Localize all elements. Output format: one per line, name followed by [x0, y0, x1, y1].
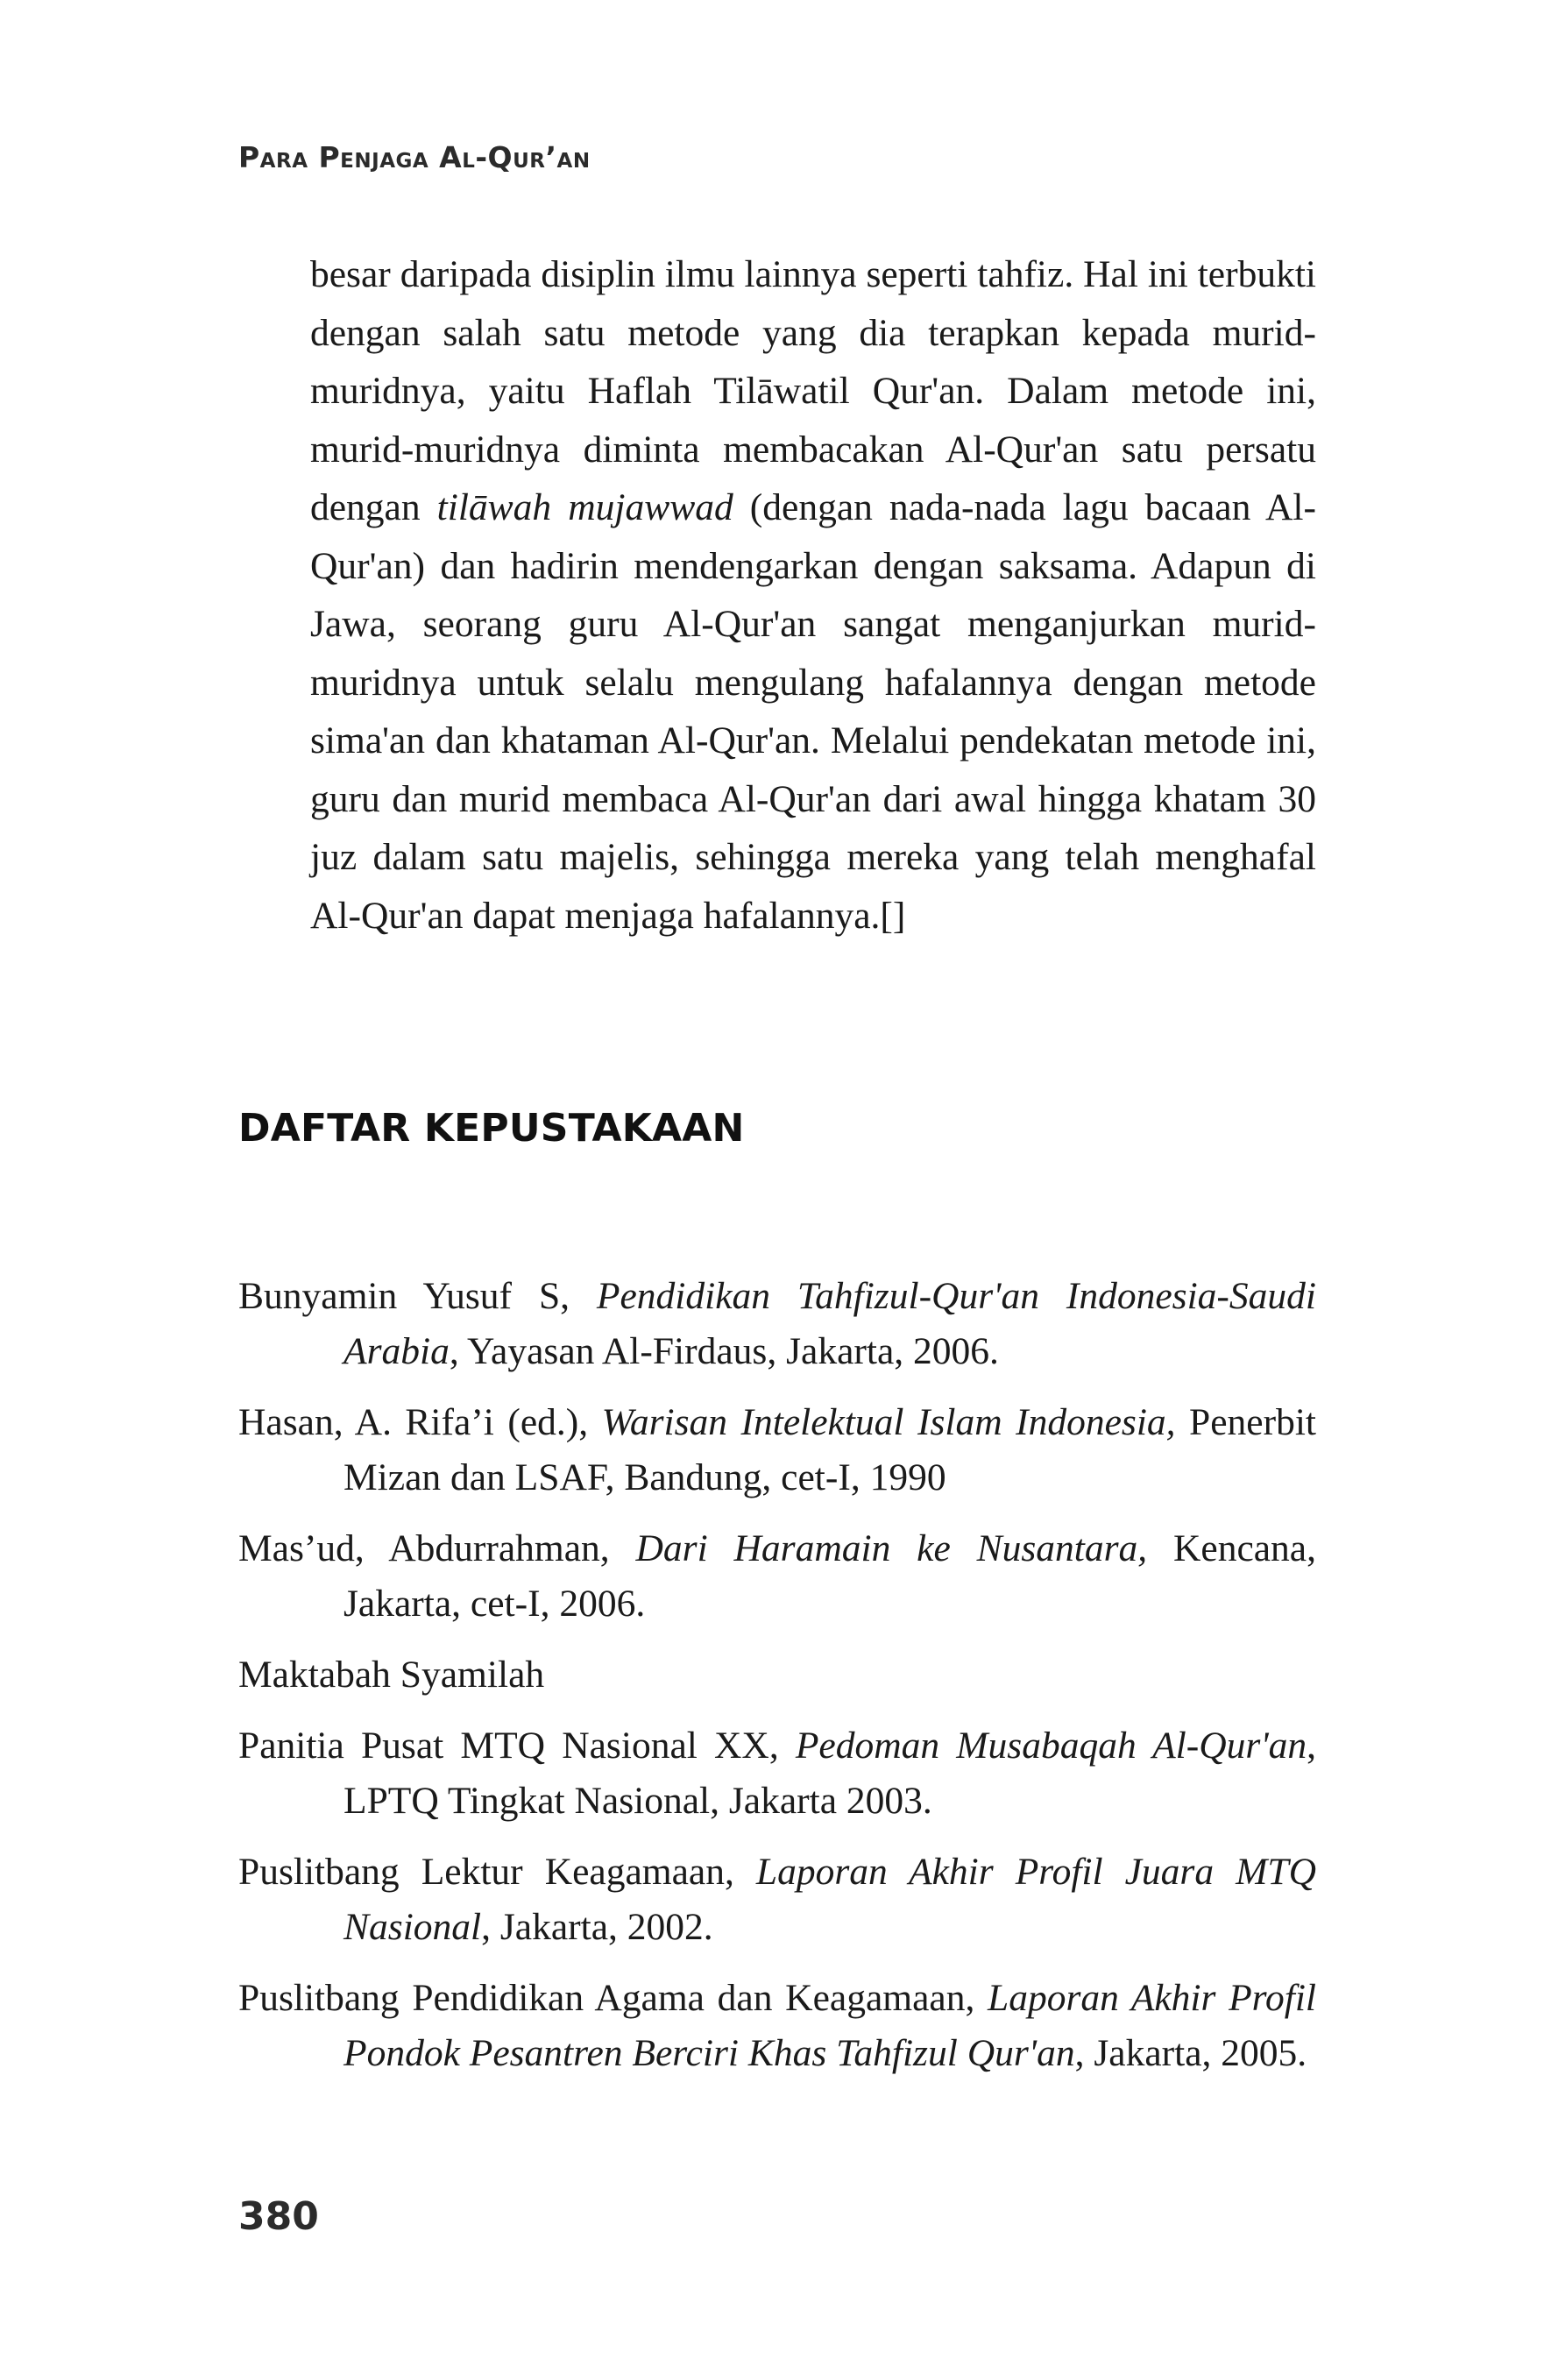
bib-entry [238, 1845, 1316, 1955]
bib-author: Hasan, A. Rifa’i (ed.), [238, 1401, 602, 1443]
bib-entry [238, 1395, 1316, 1505]
bib-entry [238, 1269, 1316, 1379]
bib-publisher: , Yayasan Al-Firdaus, Jakarta, 2006. [449, 1330, 999, 1372]
bib-author: Puslitbang Pendidikan Agama dan Keagamaan, [238, 1977, 988, 2019]
bib-author: Panitia Pusat MTQ Nasional XX, [238, 1725, 796, 1767]
page-number: 380 [238, 2194, 319, 2239]
italic-term: tilāwah mujawwad [436, 486, 733, 528]
bib-title: Pendidikan Tahfizul-Qur'an Indonesia-Saudi Arabia [343, 1275, 1316, 1372]
paragraph [310, 245, 1316, 945]
bib-publisher: , LPTQ Tingkat Nasional, Jakarta 2003. [343, 1725, 1317, 1822]
paragraph-text-part-2: (dengan nada-nada lagu bacaan Al-Qur'an) dan hadirin mendengarkan dengan saksama. Adapun di Jawa, seorang guru Al-Qur'an sangat menganjurkan murid-muridnya untuk selalu mengulang hafalannya dengan metode sima'an dan khataman Al-Qur'an. Melalui pendekatan metode ini, guru dan murid membaca Al-Qur'an dari awal hingga khatam 30 juz dalam satu majelis, sehingga mereka yang telah menghafal Al-Qur'an dapat menjaga hafalannya.[] [310, 486, 1316, 937]
paragraph-text-part-1: besar daripada disiplin ilmu lainnya seperti tahfiz. Hal ini terbukti dengan salah satu metode yang dia terapkan kepada murid-muridnya, yaitu Haflah Tilāwatil Qur'an. Dalam metode ini, murid-muridnya diminta membacakan Al-Qur'an satu persatu dengan [310, 253, 1316, 528]
bib-publisher: , Jakarta, 2002. [481, 1906, 713, 1948]
bib-entry [238, 1971, 1316, 2081]
bib-title: Laporan Akhir Profil Pondok Pesantren Berciri Khas Tahfizul Qur'an [343, 1977, 1316, 2074]
bib-title: Dari Haramain ke Nusantara, [635, 1527, 1148, 1569]
bib-title: Pedoman Musabaqah Al-Qur'an [795, 1725, 1307, 1767]
bib-author: Maktabah Syamilah [238, 1654, 545, 1696]
bib-entry [238, 1718, 1316, 1829]
bib-entry [238, 1521, 1316, 1632]
body-paragraph [310, 245, 1316, 945]
bib-publisher: , Jakarta, 2005. [1074, 2032, 1307, 2074]
bib-title: Warisan Intelektual Islam Indonesia, [601, 1401, 1176, 1443]
bib-author: Bunyamin Yusuf S, [238, 1275, 597, 1317]
bibliography-list [238, 1269, 1316, 2097]
bib-publisher: Penerbit Mizan dan LSAF, Bandung, cet-I, 1990 [343, 1401, 1316, 1498]
section-heading: DAFTAR KEPUSTAKAAN [238, 1106, 745, 1151]
bib-publisher: Kencana, Jakarta, cet-I, 2006. [343, 1527, 1316, 1625]
bib-author: Puslitbang Lektur Keagamaan, [238, 1851, 756, 1893]
bib-entry [238, 1647, 1316, 1703]
bib-author: Mas’ud, Abdurrahman, [238, 1527, 636, 1569]
running-head: Para Penjaga Al-Qur’an [238, 140, 591, 174]
bib-title: Laporan Akhir Profil Juara MTQ Nasional [343, 1851, 1316, 1948]
